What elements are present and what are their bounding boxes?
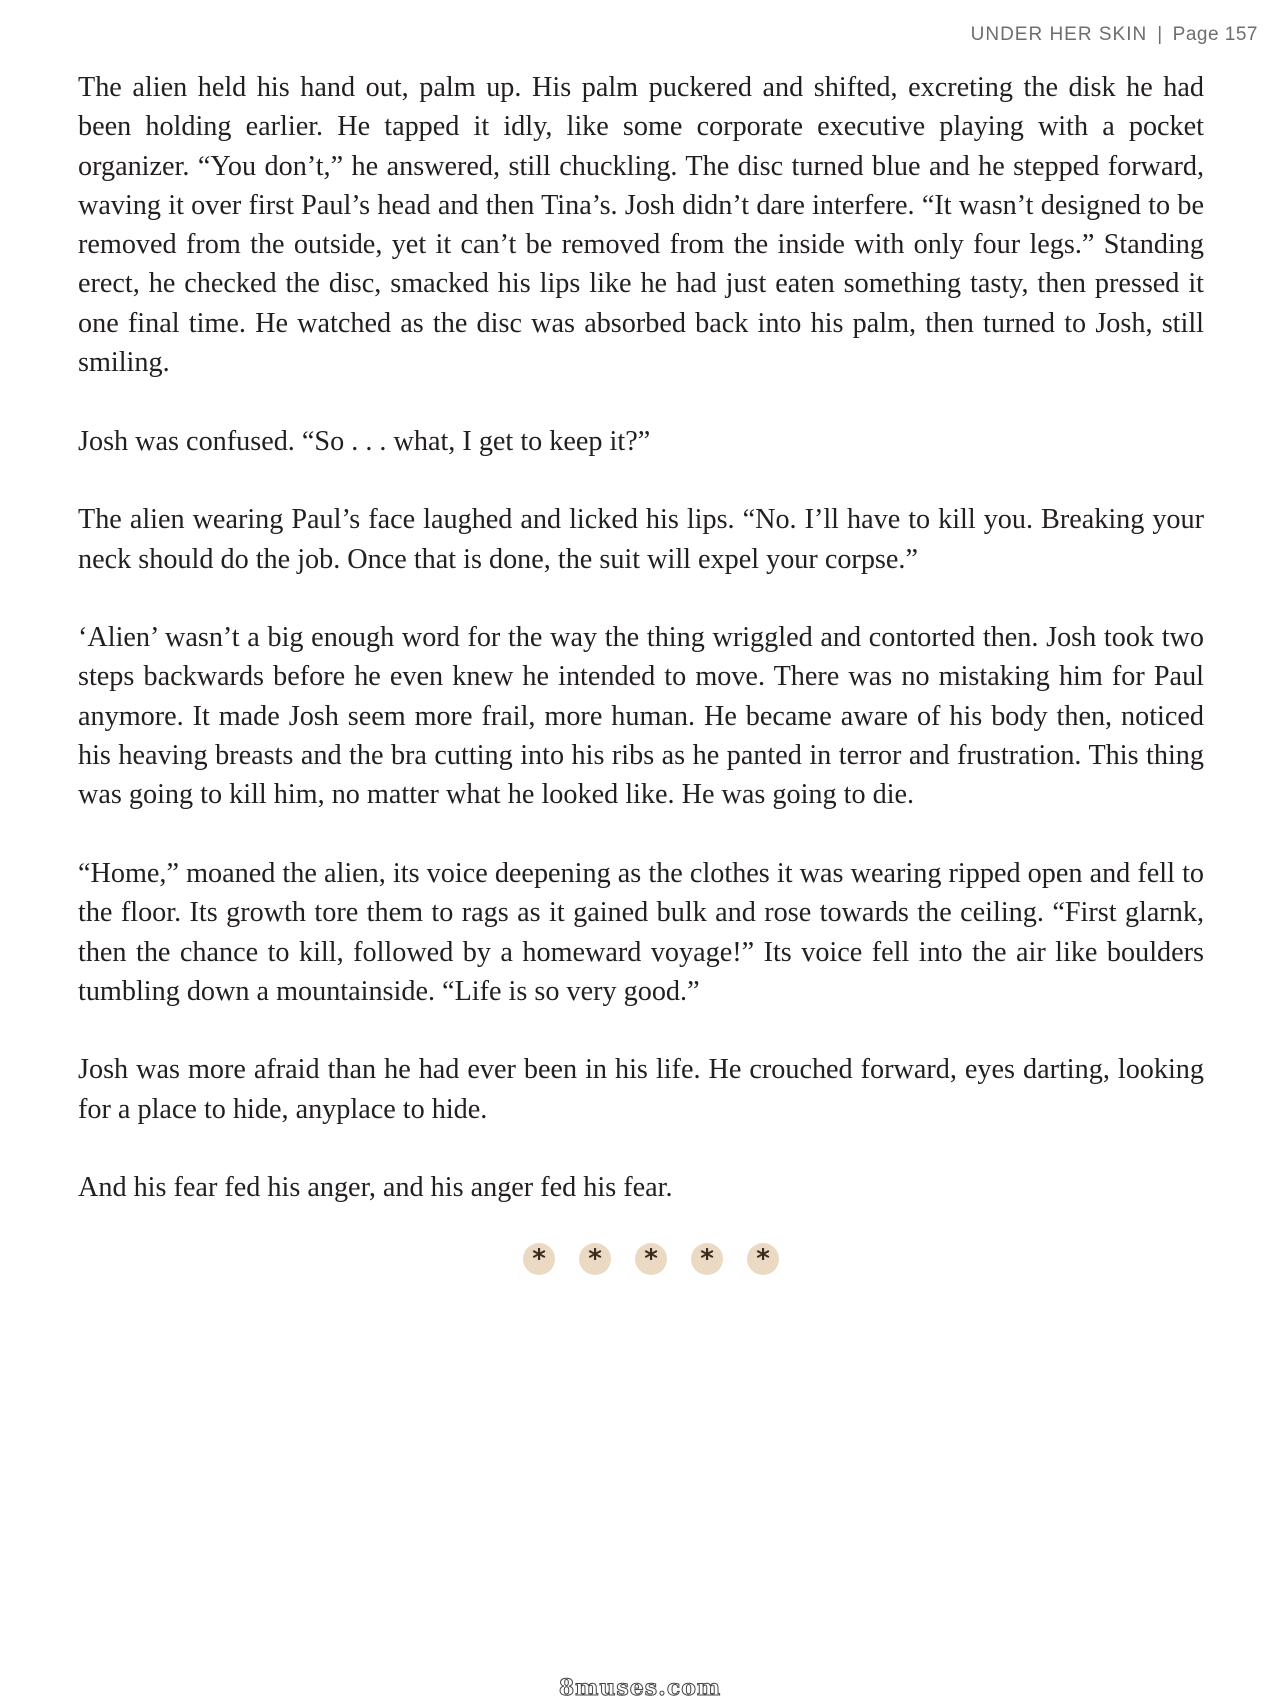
asterisk-ornament-icon: *	[523, 1243, 555, 1275]
paragraph: Josh was confused. “So . . . what, I get to keep it?”	[78, 425, 651, 457]
asterisk-ornament-icon: *	[635, 1243, 667, 1275]
scene-break-ornament	[523, 1243, 779, 1275]
asterisk-ornament-icon: *	[691, 1243, 723, 1275]
header-separator: |	[1157, 24, 1163, 45]
paragraph: ‘Alien’ wasn’t a big enough word for the way the thing wriggled and contorted then. Josh took two steps backwards before he even knew he intended to move. There was no mistaking him for Paul anymore. It made Josh seem more frail, more human. He became aware of his body then, noticed his heaving breasts and the bra cutting into his ribs as he panted in terror and frustration. This thing was going to kill him, no matter what he looked like. He was going to die.	[78, 622, 1204, 811]
paragraph: “Home,” moaned the alien, its voice deepening as the clothes it was wearing ripped open and fell to the floor. Its growth tore them to rags as it gained bulk and rose towards the ceiling. “First glarnk, then the chance to kill, followed by a homeward voyage!” Its voice fell into the air like boulders tumbling down a mountainside. “Life is so very good.”	[78, 857, 1204, 1007]
paragraph: Josh was more afraid than he had ever been in his life. He crouched forward, eyes darting, looking for a place to hide, anyplace to hide.	[78, 1054, 1204, 1125]
page-number: Page 157	[1172, 24, 1258, 45]
paragraph: And his fear fed his anger, and his anger fed his fear.	[78, 1172, 673, 1204]
paragraph: The alien held his hand out, palm up. His palm puckered and shifted, excreting the disk he had been holding earlier. He tapped it idly, like some corporate executive playing with a pocket organizer. “You don’t,” he answered, still chuckling. The disc turned blue and he stepped forward, waving it over first Paul’s head and then Tina’s. Josh didn’t dare interfere. “It wasn’t designed to be removed from the outside, yet it can’t be removed from the inside with only four legs.” Standing erect, he checked the disc, smacked his lips like he had just eaten something tasty, then pressed it one final time. He watched as the disc was absorbed back into his palm, then turned to Josh, still smiling.	[78, 72, 1204, 379]
running-header	[971, 24, 1258, 46]
paragraph: The alien wearing Paul’s face laughed and licked his lips. “No. I’ll have to kill you. Breaking your neck should do the job. Once that is done, the suit will expel your corpse.”	[78, 504, 1204, 575]
book-title: UNDER HER SKIN	[970, 24, 1148, 45]
body-text	[78, 68, 1204, 1247]
watermark: 8muses.com	[558, 1675, 722, 1701]
asterisk-ornament-icon: *	[747, 1243, 779, 1275]
asterisk-ornament-icon: *	[579, 1243, 611, 1275]
